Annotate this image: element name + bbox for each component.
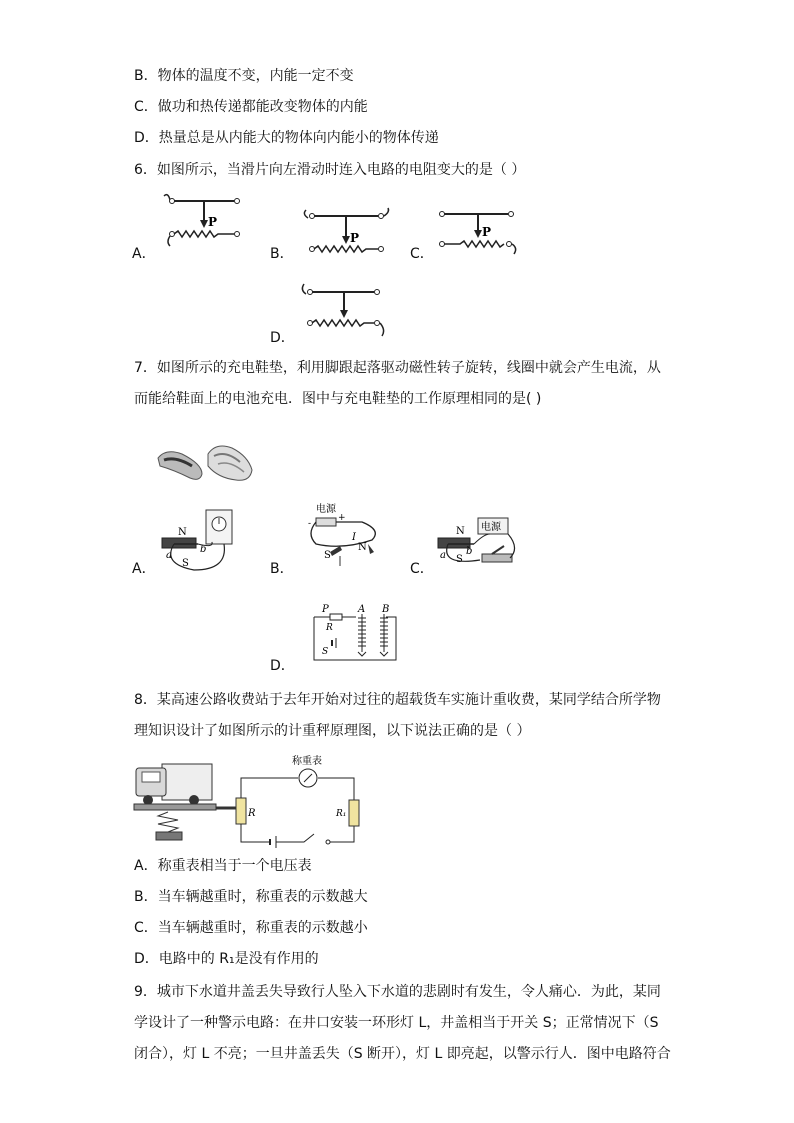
q6-stem: 6．如图所示，当滑片向左滑动时连入电路的电阻变大的是（ ）	[134, 162, 526, 178]
q6-option-a-label: A．	[132, 246, 156, 262]
q6-option-b-label: B．	[270, 246, 294, 262]
q7b-s-label: S	[324, 550, 331, 561]
q7-figure-c-motor	[434, 514, 524, 574]
q7-figure-b-oersted	[302, 500, 390, 570]
q7a-s-label: S	[182, 558, 189, 569]
q6-rheostat-c-figure	[434, 204, 520, 256]
q5-option-c: C．做功和热传递都能改变物体的内能	[134, 99, 368, 115]
q7c-a-label: a	[440, 550, 446, 561]
q7b-n-label: N	[358, 542, 367, 553]
q7d-p-label: P	[322, 604, 329, 615]
q6-rheostat-d-figure	[298, 280, 390, 340]
q7-option-b-label: B．	[270, 561, 294, 577]
q7b-plus-label: +	[338, 513, 346, 523]
q7-stem-line-2: 而能给鞋面上的电池充电．图中与充电鞋垫的工作原理相同的是( )	[134, 391, 542, 407]
q7-option-a-label: A．	[132, 561, 156, 577]
q8-r-label: R	[248, 808, 256, 819]
q8-meter-label: 称重表	[292, 756, 322, 767]
q6-rheostat-a-figure	[160, 192, 250, 248]
q7b-power-label: 电源	[316, 504, 336, 515]
q7c-n-label: N	[456, 526, 465, 537]
q7a-b-label: b	[200, 544, 207, 555]
q7a-n-label: N	[178, 527, 187, 538]
q7-stem-line-1: 7．如图所示的充电鞋垫，利用脚跟起落驱动磁性转子旋转，线圈中就会产生电流，从	[134, 360, 661, 376]
q7-option-c-label: C．	[410, 561, 434, 577]
q8-weighing-circuit-figure	[132, 754, 368, 854]
q7d-b-label: B	[382, 604, 390, 615]
q7b-current-label: I	[352, 532, 356, 543]
q8-option-d: D．电路中的 R₁是没有作用的	[134, 951, 319, 967]
q9-stem-line-1: 9．城市下水道井盖丢失导致行人坠入下水道的悲剧时有发生，令人痛心．为此，某同	[134, 984, 661, 1000]
q6-p-label-c: P	[482, 225, 492, 239]
q7c-s-label: S	[456, 554, 463, 565]
q7d-s-label: S	[322, 647, 329, 657]
q6-option-d-label: D．	[270, 330, 295, 346]
q8-stem-line-1: 8．某高速公路收费站于去年开始对过往的超载货车实施计重收费，某同学结合所学物	[134, 692, 661, 708]
q6-rheostat-b-figure	[300, 206, 392, 258]
q8-r1-label: R₁	[336, 809, 347, 819]
q7d-a-label: A	[358, 604, 366, 615]
q8-stem-line-2: 理知识设计了如图所示的计重秤原理图，以下说法正确的是（ ）	[134, 723, 531, 739]
q7-figure-a-generator	[154, 508, 238, 574]
q7c-b-label: b	[466, 546, 473, 557]
q7a-a-label: a	[166, 550, 172, 561]
q6-p-label-a: P	[208, 215, 218, 229]
q8-option-b: B．当车辆越重时，称重表的示数越大	[134, 889, 368, 905]
q6-p-label-b: P	[350, 231, 360, 245]
q8-option-a: A．称重表相当于一个电压表	[134, 858, 312, 874]
q8-option-c: C．当车辆越重时，称重表的示数越小	[134, 920, 368, 936]
q5-option-b: B．物体的温度不变，内能一定不变	[134, 68, 354, 84]
q9-stem-line-2: 学设计了一种警示电路：在井口安装一环形灯 L，井盖相当于开关 S；正常情况下（S	[134, 1015, 659, 1031]
charging-insole-photo	[152, 440, 256, 488]
q9-stem-line-3: 闭合），灯 L 不亮；一旦井盖丢失（S 断开），灯 L 即亮起，以警示行人．图中电路符合	[134, 1046, 671, 1062]
q7-figure-d-electromagnet	[304, 602, 404, 666]
q5-option-d: D．热量总是从内能大的物体向内能小的物体传递	[134, 130, 439, 146]
q7c-power-label: 电源	[481, 522, 501, 533]
q7-option-d-label: D．	[270, 658, 295, 674]
q6-option-c-label: C．	[410, 246, 434, 262]
q7d-r-label: R	[326, 623, 333, 633]
q7b-minus-label: -	[308, 519, 312, 529]
